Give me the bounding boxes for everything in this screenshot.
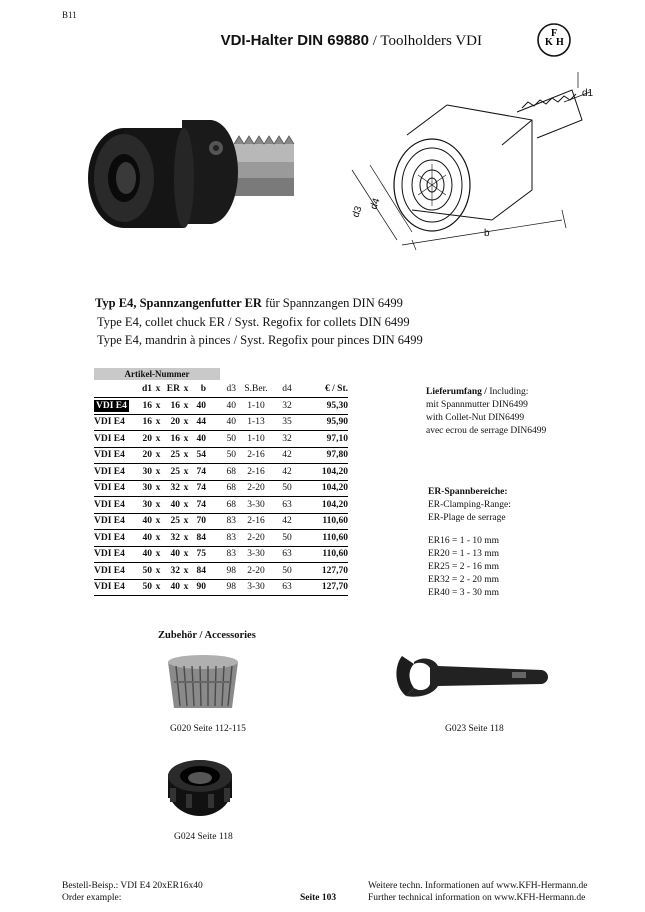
cell-x1: x — [152, 513, 164, 530]
cell-sber: 1-10 — [236, 398, 276, 415]
cell-d4: 32 — [276, 431, 298, 448]
ranges-sub: ER-Clamping-Range: — [428, 500, 511, 510]
cell-typ-text: VDI E4 — [94, 549, 125, 560]
cell-typ-text: VDI E4 — [94, 483, 125, 494]
cell-d1: 30 — [138, 464, 152, 481]
label-d4: d4 — [368, 196, 383, 212]
cell-d1: 40 — [138, 513, 152, 530]
cell-d3: 50 — [206, 431, 236, 448]
heading-german-rest: für Spannzangen DIN 6499 — [261, 296, 403, 310]
cell-sber: 1-13 — [236, 414, 276, 431]
cell-price: 97,80 — [298, 447, 348, 464]
cell-price: 104,20 — [298, 497, 348, 514]
cell-d4: 50 — [276, 530, 298, 547]
cell-typ — [94, 398, 138, 415]
clamping-ranges — [428, 486, 511, 600]
scope-line: mit Spannmutter DIN6499 — [426, 400, 528, 410]
cell-x1: x — [152, 546, 164, 563]
cell-sber: 2-20 — [236, 480, 276, 497]
cell-sber: 3-30 — [236, 546, 276, 563]
cell-x2: x — [180, 431, 192, 448]
table-row — [94, 579, 348, 596]
column-header-sber: S.Ber. — [236, 381, 276, 398]
cell-sber: 2-16 — [236, 513, 276, 530]
page-label: B11 — [62, 10, 77, 20]
cell-typ — [94, 563, 138, 580]
cell-typ-text: VDI E4 — [94, 450, 125, 461]
range-item: ER16 = 1 - 10 mm — [428, 536, 500, 546]
table-row — [94, 480, 348, 497]
cell-b: 90 — [192, 579, 206, 596]
cell-typ — [94, 447, 138, 464]
cell-er: 32 — [164, 530, 180, 547]
title-separator: / — [369, 33, 381, 49]
cell-d4: 42 — [276, 513, 298, 530]
page-title — [150, 32, 482, 50]
cell-x2: x — [180, 579, 192, 596]
cell-d1: 30 — [138, 480, 152, 497]
cell-sber: 2-20 — [236, 563, 276, 580]
cell-typ-text: VDI E4 — [94, 499, 125, 510]
cell-d3: 68 — [206, 480, 236, 497]
table-body — [94, 398, 348, 596]
cell-d3: 40 — [206, 414, 236, 431]
footer-order-example — [62, 880, 203, 904]
cell-typ-text: VDI E4 — [94, 532, 125, 543]
column-header-x1: x — [152, 381, 164, 398]
footer-website — [368, 880, 587, 904]
cell-typ — [94, 431, 138, 448]
cell-b: 75 — [192, 546, 206, 563]
cell-er: 40 — [164, 546, 180, 563]
cell-er: 25 — [164, 464, 180, 481]
cell-typ — [94, 513, 138, 530]
cell-price: 104,20 — [298, 464, 348, 481]
scope-title-en: Including: — [489, 387, 529, 397]
cell-x2: x — [180, 513, 192, 530]
cell-x1: x — [152, 464, 164, 481]
column-header-d3: d3 — [206, 381, 236, 398]
cell-sber: 2-20 — [236, 530, 276, 547]
scope-of-delivery — [426, 386, 546, 438]
cell-sber: 3-30 — [236, 497, 276, 514]
cell-price: 95,30 — [298, 398, 348, 415]
column-header-typ — [94, 381, 138, 398]
cell-d4: 42 — [276, 464, 298, 481]
cell-er: 25 — [164, 447, 180, 464]
table-row — [94, 563, 348, 580]
cell-er: 32 — [164, 480, 180, 497]
table-row — [94, 464, 348, 481]
cell-x2: x — [180, 546, 192, 563]
heading-french: Type E4, mandrin à pinces / Syst. Regofix pour pinces DIN 6499 — [97, 333, 423, 347]
cell-d4: 32 — [276, 398, 298, 415]
cell-x2: x — [180, 398, 192, 415]
cell-x1: x — [152, 447, 164, 464]
cell-x1: x — [152, 530, 164, 547]
cell-typ-text: VDI E4 — [94, 565, 125, 576]
cell-typ — [94, 530, 138, 547]
title-sub: Toolholders VDI — [380, 33, 482, 49]
cell-b: 84 — [192, 563, 206, 580]
cell-sber: 1-10 — [236, 431, 276, 448]
cell-price: 110,60 — [298, 513, 348, 530]
cell-d3: 83 — [206, 530, 236, 547]
cell-d3: 68 — [206, 464, 236, 481]
column-header-b: b — [192, 381, 206, 398]
logo-letter-h: H — [556, 37, 564, 48]
cell-d4: 63 — [276, 497, 298, 514]
cell-price: 97,10 — [298, 431, 348, 448]
cell-x2: x — [180, 497, 192, 514]
cell-d1: 40 — [138, 546, 152, 563]
range-item: ER20 = 1 - 13 mm — [428, 549, 500, 559]
range-item: ER40 = 3 - 30 mm — [428, 588, 500, 598]
cell-x2: x — [180, 447, 192, 464]
cell-d3: 83 — [206, 513, 236, 530]
collet-icon — [160, 652, 246, 716]
table-row — [94, 447, 348, 464]
accessory-caption-g024: G024 Seite 118 — [174, 832, 233, 842]
ranges-sub: ER-Plage de serrage — [428, 513, 506, 523]
cell-price: 127,70 — [298, 579, 348, 596]
cell-typ — [94, 414, 138, 431]
cell-d4: 63 — [276, 579, 298, 596]
cell-sber: 3-30 — [236, 579, 276, 596]
article-number-header: Artikel-Nummer — [94, 368, 220, 380]
cell-typ-text: VDI E4 — [94, 433, 125, 444]
kfh-logo — [536, 22, 572, 58]
heading-german — [95, 296, 403, 311]
column-header-d1: d1 — [138, 381, 152, 398]
column-header-er: ER — [164, 381, 180, 398]
cell-d1: 50 — [138, 563, 152, 580]
cell-er: 40 — [164, 579, 180, 596]
table-row — [94, 398, 348, 415]
table-row — [94, 414, 348, 431]
table-row — [94, 431, 348, 448]
cell-sber: 2-16 — [236, 464, 276, 481]
table-header-row — [94, 381, 348, 398]
cell-d1: 50 — [138, 579, 152, 596]
table-row — [94, 530, 348, 547]
label-d1: d1 — [582, 88, 594, 99]
footer-website-de: Weitere techn. Informationen auf www.KFH-Hermann.de — [368, 881, 588, 891]
scope-line: with Collet-Nut DIN6499 — [426, 413, 525, 423]
cell-b: 40 — [192, 431, 206, 448]
cell-x2: x — [180, 563, 192, 580]
cell-price: 110,60 — [298, 530, 348, 547]
label-b: b — [484, 228, 490, 239]
cell-er: 20 — [164, 414, 180, 431]
cell-d3: 40 — [206, 398, 236, 415]
cell-b: 70 — [192, 513, 206, 530]
cell-typ-text: VDI E4 — [94, 516, 125, 527]
cell-d4: 42 — [276, 447, 298, 464]
product-photo — [84, 108, 308, 234]
cell-x2: x — [180, 530, 192, 547]
cell-d4: 35 — [276, 414, 298, 431]
cell-er: 16 — [164, 431, 180, 448]
cell-d3: 50 — [206, 447, 236, 464]
footer-website-en: Further technical information on www.KFH-Hermann.de — [368, 893, 586, 903]
logo-letter-f: F — [551, 28, 558, 39]
table-row — [94, 497, 348, 514]
cell-b: 74 — [192, 497, 206, 514]
cell-b: 44 — [192, 414, 206, 431]
collet-nut-icon — [160, 754, 240, 818]
article-table — [94, 381, 348, 596]
cell-typ-text: VDI E4 — [94, 417, 125, 428]
cell-x2: x — [180, 414, 192, 431]
cell-x1: x — [152, 480, 164, 497]
cell-typ-text: VDI E4 — [96, 400, 127, 411]
cell-d1: 40 — [138, 530, 152, 547]
cell-d1: 20 — [138, 447, 152, 464]
title-main: VDI-Halter DIN 69880 — [220, 32, 369, 49]
label-d3: d3 — [350, 204, 365, 220]
cell-price: 104,20 — [298, 480, 348, 497]
cell-d3: 98 — [206, 563, 236, 580]
cell-d3: 68 — [206, 497, 236, 514]
cell-x1: x — [152, 431, 164, 448]
cell-er: 16 — [164, 398, 180, 415]
table-row — [94, 546, 348, 563]
cell-b: 40 — [192, 398, 206, 415]
cell-x1: x — [152, 398, 164, 415]
accessory-caption-g020: G020 Seite 112-115 — [170, 724, 246, 734]
page-number: Seite 103 — [300, 893, 337, 903]
cell-x1: x — [152, 497, 164, 514]
cell-price: 110,60 — [298, 546, 348, 563]
cell-d1: 16 — [138, 398, 152, 415]
cell-d1: 20 — [138, 431, 152, 448]
range-item: ER25 = 2 - 16 mm — [428, 562, 500, 572]
cell-typ — [94, 579, 138, 596]
cell-b: 74 — [192, 464, 206, 481]
column-header-x2: x — [180, 381, 192, 398]
cell-x1: x — [152, 579, 164, 596]
cell-b: 74 — [192, 480, 206, 497]
cell-price: 95,90 — [298, 414, 348, 431]
cell-typ-text: VDI E4 — [94, 582, 125, 593]
scope-line: avec ecrou de serrage DIN6499 — [426, 426, 547, 436]
heading-english: Type E4, collet chuck ER / Syst. Regofix for collets DIN 6499 — [97, 315, 410, 329]
cell-x2: x — [180, 464, 192, 481]
ranges-title: ER-Spannbereiche: — [428, 487, 508, 497]
logo-letter-k: K — [545, 37, 553, 48]
cell-x1: x — [152, 414, 164, 431]
cell-d4: 63 — [276, 546, 298, 563]
heading-german-bold: Typ E4, Spannzangenfutter ER — [95, 296, 262, 310]
column-header-d4: d4 — [276, 381, 298, 398]
cell-d1: 30 — [138, 497, 152, 514]
wrench-icon — [392, 652, 552, 706]
cell-b: 84 — [192, 530, 206, 547]
cell-d1: 16 — [138, 414, 152, 431]
range-item: ER32 = 2 - 20 mm — [428, 575, 500, 585]
footer-order-example-en: Order example: — [62, 893, 122, 903]
cell-x1: x — [152, 563, 164, 580]
cell-price: 127,70 — [298, 563, 348, 580]
cell-x2: x — [180, 480, 192, 497]
footer-order-example-de: Bestell-Beisp.: VDI E4 20xER16x40 — [62, 881, 203, 891]
technical-drawing — [332, 60, 612, 270]
cell-typ-text: VDI E4 — [94, 466, 125, 477]
table-row — [94, 513, 348, 530]
cell-er: 25 — [164, 513, 180, 530]
cell-d4: 50 — [276, 480, 298, 497]
cell-typ — [94, 546, 138, 563]
accessory-caption-g023: G023 Seite 118 — [445, 724, 504, 734]
column-header-price: € / St. — [298, 381, 348, 398]
cell-b: 54 — [192, 447, 206, 464]
scope-title: Lieferumfang / — [426, 387, 490, 397]
cell-er: 32 — [164, 563, 180, 580]
cell-er: 40 — [164, 497, 180, 514]
cell-typ — [94, 497, 138, 514]
cell-typ — [94, 464, 138, 481]
cell-typ — [94, 480, 138, 497]
cell-d3: 98 — [206, 579, 236, 596]
cell-d4: 50 — [276, 563, 298, 580]
cell-sber: 2-16 — [236, 447, 276, 464]
cell-d3: 83 — [206, 546, 236, 563]
accessories-title: Zubehör / Accessories — [158, 630, 256, 641]
